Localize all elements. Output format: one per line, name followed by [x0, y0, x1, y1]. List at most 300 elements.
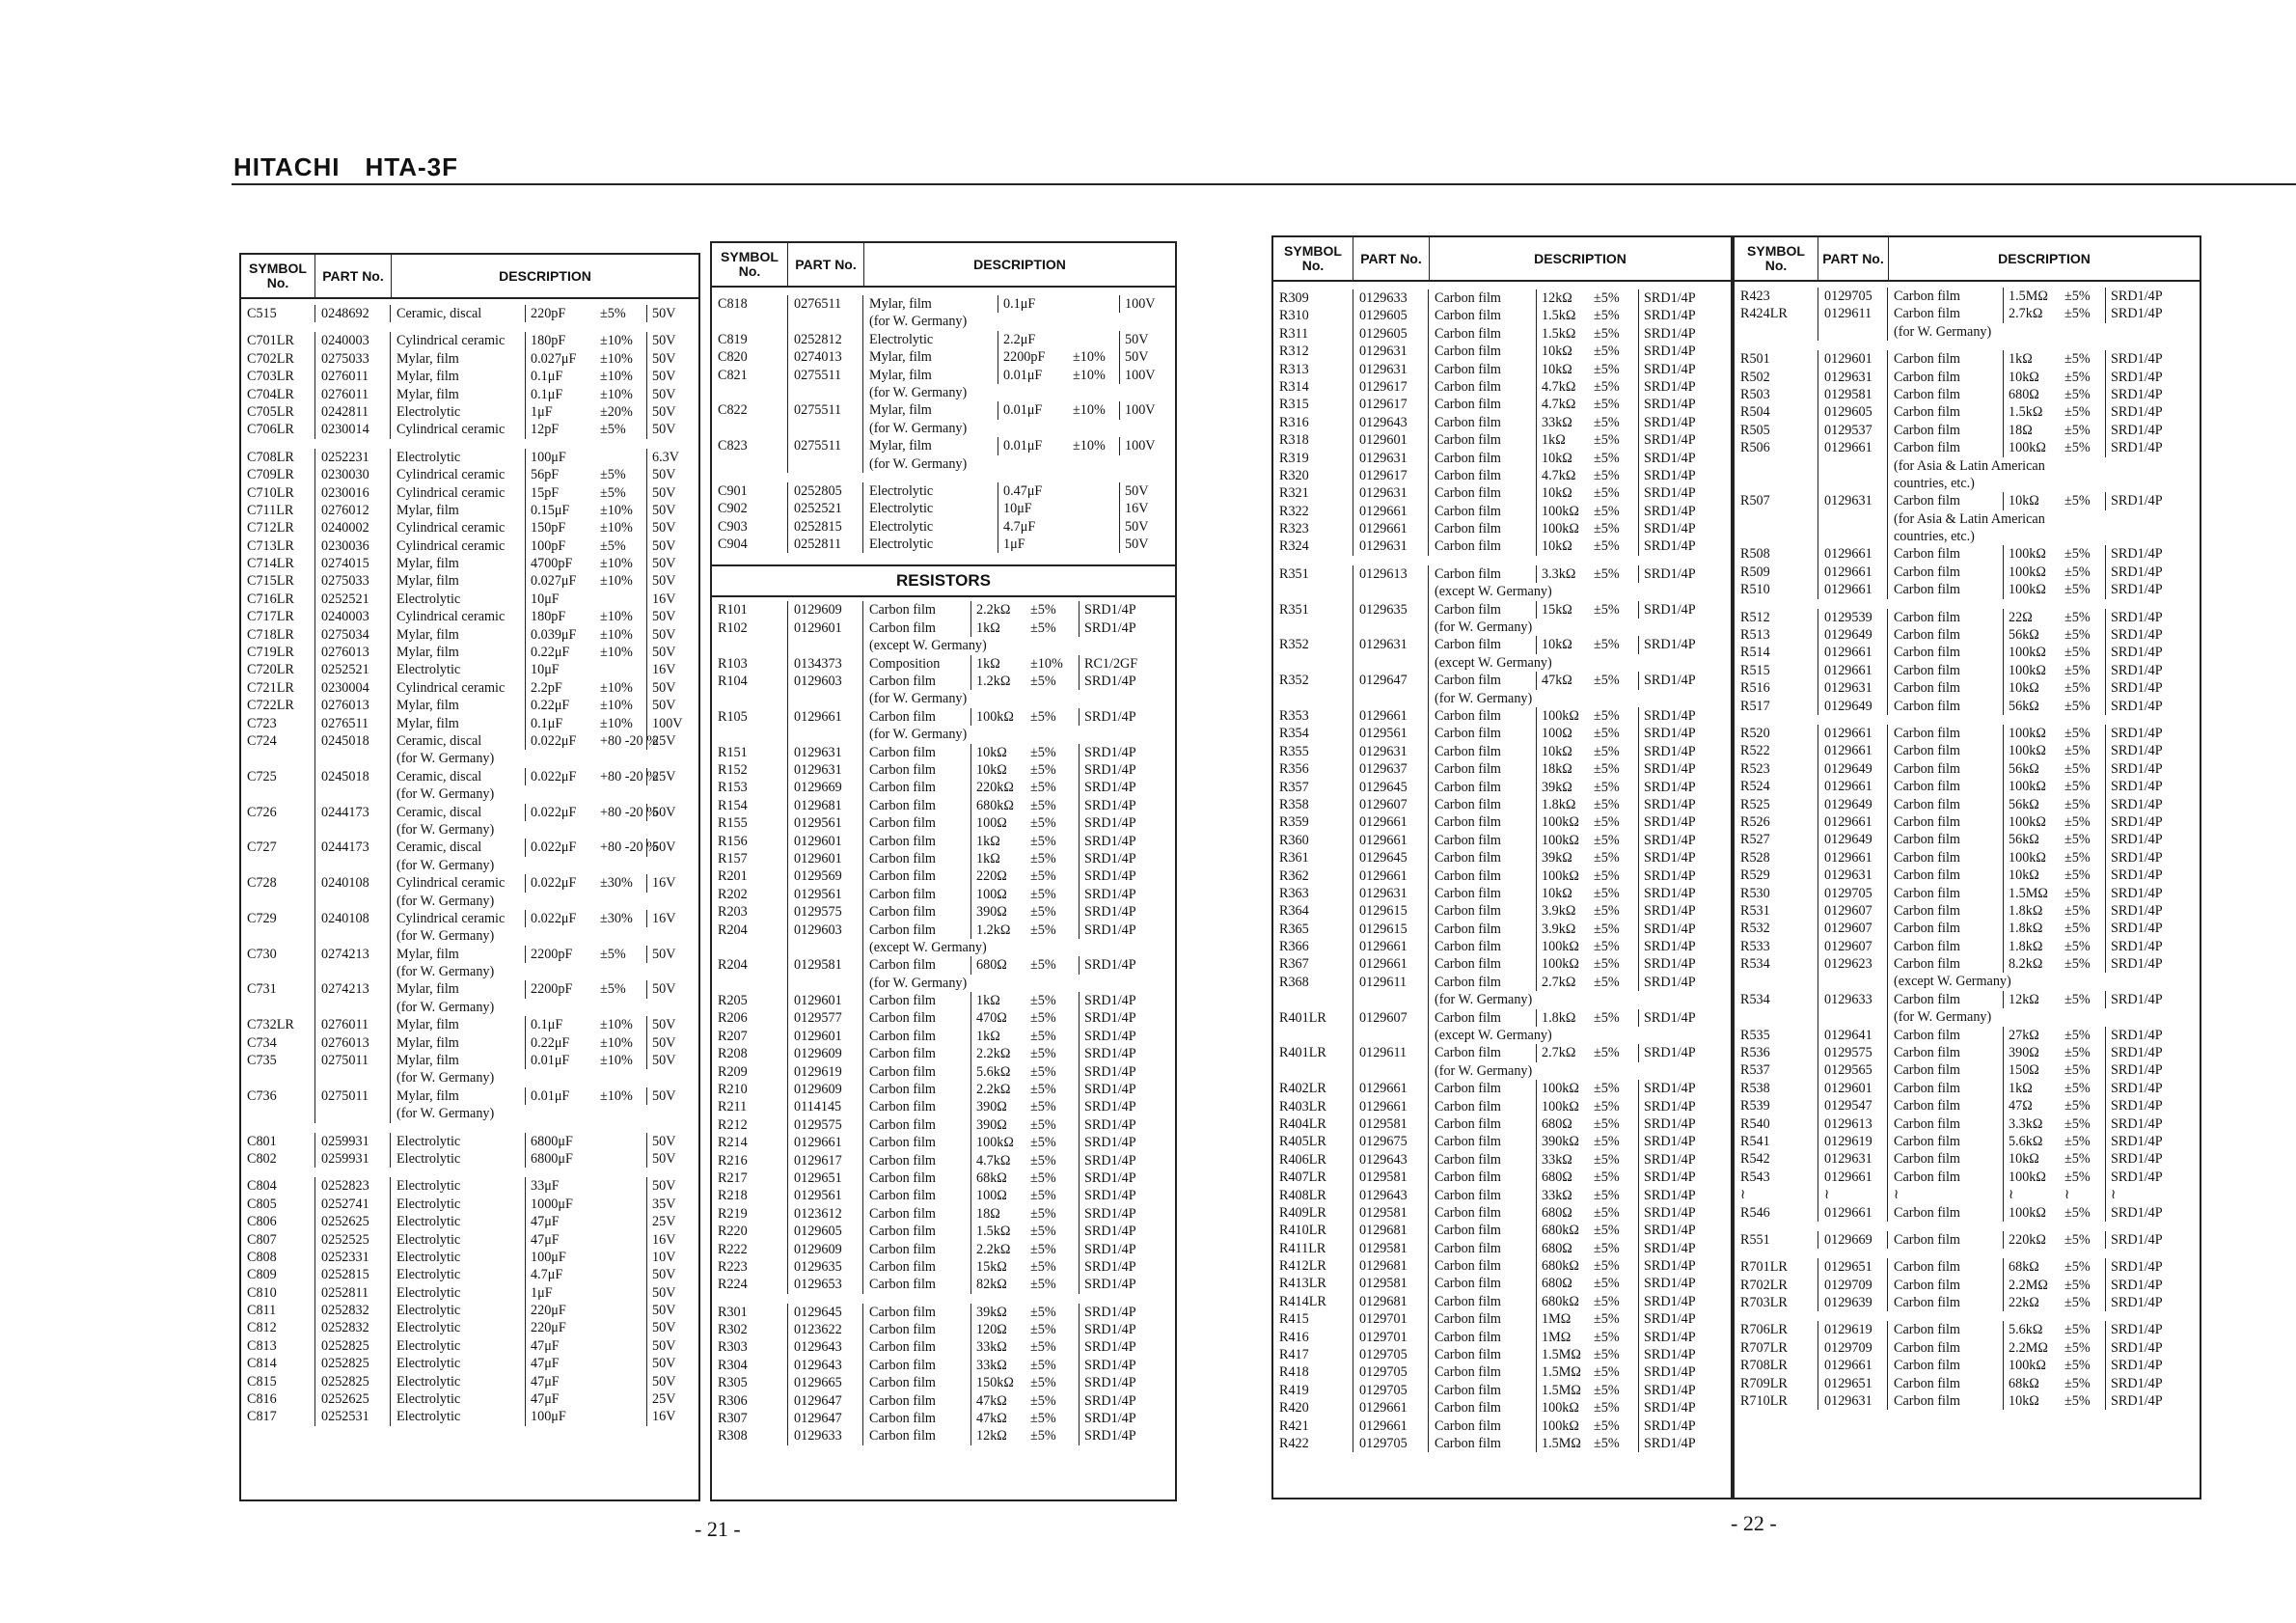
- description-cell: Carbon film: [1428, 343, 1536, 360]
- rating-cell: 50V: [646, 484, 695, 502]
- tolerance-cell: ±10%: [600, 626, 633, 643]
- rating-cell: SRD1/4P: [1079, 1357, 1171, 1374]
- rating-cell: SRD1/4P: [1079, 1081, 1171, 1098]
- description-cell: Carbon film: [1428, 1133, 1536, 1150]
- tolerance-cell: [596, 1319, 646, 1336]
- part-number-cell: 0252825: [314, 1355, 390, 1372]
- table-row: [241, 732, 698, 750]
- part-number-cell: 0275033: [314, 350, 390, 368]
- tolerance-cell: ±5%: [1030, 744, 1056, 760]
- rating-cell: 16V: [646, 591, 695, 608]
- tolerance-cell: ±5%: [1030, 1322, 1056, 1338]
- tolerance-cell: ±5%: [1594, 1311, 1620, 1328]
- description-cell: Carbon film: [1428, 636, 1536, 653]
- rating-cell: ≀: [2105, 1186, 2196, 1203]
- value-cell: 100kΩ: [1536, 1098, 1590, 1115]
- part-number-cell: 0252825: [314, 1373, 390, 1390]
- tolerance-cell: [596, 1150, 646, 1168]
- part-number-cell: 0129607: [1818, 938, 1887, 955]
- part-number-cell: 0129661: [1353, 1417, 1428, 1435]
- tolerance-cell: ±10%: [1073, 438, 1106, 454]
- symbol-cell: R315: [1279, 397, 1309, 413]
- value-cell: [525, 821, 596, 839]
- symbol-cell: R363: [1279, 885, 1309, 901]
- tolerance-cell: ±5%: [2064, 440, 2091, 456]
- symbol-cell: R207: [718, 1028, 748, 1044]
- value-cell: [970, 637, 1026, 654]
- tolerance-cell: [596, 857, 646, 874]
- rating-cell: SRD1/4P: [1079, 1374, 1171, 1391]
- part-number-cell: 0129661: [1818, 439, 1887, 456]
- rating-cell: SRD1/4P: [1079, 744, 1171, 761]
- part-number-cell: 0129619: [787, 1063, 862, 1081]
- value-cell: 680kΩ: [970, 797, 1026, 814]
- symbol-cell: R313: [1279, 361, 1309, 377]
- description-cell: Carbon film: [1887, 698, 2003, 715]
- table-row: [1735, 831, 2200, 848]
- header-rule: [232, 183, 2296, 185]
- rating-cell: SRD1/4P: [2105, 422, 2196, 439]
- tolerance-cell: ±5%: [1594, 503, 1620, 519]
- tolerance-cell: ±5%: [2064, 564, 2091, 580]
- part-number-cell: [1353, 619, 1428, 636]
- value-cell: 1kΩ: [970, 619, 1026, 637]
- description-cell: Carbon film: [862, 1134, 970, 1151]
- rating-cell: SRD1/4P: [2105, 1080, 2196, 1097]
- description-cell: Carbon film: [1428, 902, 1536, 920]
- symbol-cell: R101: [718, 602, 748, 619]
- rating-cell: SRD1/4P: [1638, 1169, 1727, 1186]
- symbol-cell: R304: [718, 1357, 748, 1373]
- symbol-cell: [241, 785, 314, 803]
- description-cell: Carbon film: [1887, 350, 2003, 368]
- symbol-cell: [1273, 654, 1353, 672]
- tolerance-cell: [1069, 536, 1119, 553]
- rating-cell: SRD1/4P: [2105, 581, 2196, 598]
- tolerance-cell: [596, 750, 646, 767]
- table-row: [1273, 1363, 1731, 1381]
- description-header: DESCRIPTION: [499, 267, 591, 284]
- value-cell: 10μF: [998, 500, 1069, 517]
- table-row: [1273, 921, 1731, 938]
- description-cell: Electrolytic: [390, 1355, 525, 1372]
- rating-cell: 50V: [646, 1177, 695, 1195]
- symbol-cell: C719LR: [247, 645, 294, 661]
- part-number-cell: 0129661: [1818, 849, 1887, 867]
- table-row: [712, 518, 1175, 536]
- part-number-cell: 0129643: [787, 1338, 862, 1356]
- row-spacer: [241, 1168, 698, 1177]
- symbol-cell: C808: [247, 1249, 277, 1265]
- part-number-cell: [1818, 475, 1887, 492]
- table-row: [1273, 343, 1731, 360]
- value-cell: 0.022μF: [525, 804, 596, 821]
- tolerance-cell: [2061, 510, 2105, 528]
- symbol-cell: [712, 726, 787, 743]
- tolerance-cell: ±5%: [1594, 1382, 1620, 1398]
- table-row: [241, 1087, 698, 1105]
- row-spacer: [1735, 1222, 2200, 1231]
- part-number-cell: 0252741: [314, 1196, 390, 1213]
- part-number-cell: 0252521: [314, 591, 390, 608]
- value-cell: 100kΩ: [2003, 545, 2061, 563]
- value-cell: 0.1μF: [525, 1016, 596, 1033]
- description-cell: Cylindrical ceramic: [390, 484, 525, 502]
- description-cell: Composition: [862, 655, 970, 673]
- value-cell: 1.5MΩ: [2003, 885, 2061, 902]
- part-number-cell: 0129645: [787, 1304, 862, 1321]
- symbol-cell: R402LR: [1279, 1081, 1326, 1097]
- part-number-cell: 0129681: [1353, 1222, 1428, 1239]
- rating-cell: 50V: [646, 519, 695, 536]
- rating-cell: SRD1/4P: [2105, 1044, 2196, 1061]
- symbol-cell: R222: [718, 1241, 748, 1257]
- row-spacer: [241, 322, 698, 332]
- part-number-cell: 0129661: [787, 708, 862, 726]
- value-cell: 180pF: [525, 608, 596, 625]
- description-cell: Carbon film: [862, 601, 970, 619]
- tolerance-cell: [596, 1284, 646, 1302]
- part-number-cell: 0129601: [787, 850, 862, 867]
- table-row: [712, 814, 1175, 832]
- resistor-body: [712, 601, 1175, 1444]
- table-header: [241, 255, 698, 299]
- symbol-cell: R421: [1279, 1417, 1309, 1434]
- table-row: [1273, 1435, 1731, 1452]
- part-number-cell: 0129609: [787, 1045, 862, 1062]
- tolerance-cell: ±5%: [2064, 1151, 2091, 1168]
- description-cell: Carbon film: [1887, 1231, 2003, 1249]
- symbol-cell: C805: [247, 1196, 277, 1212]
- tolerance-cell: ±5%: [1030, 1357, 1056, 1373]
- value-cell: 39kΩ: [1536, 779, 1590, 796]
- table-row: [241, 1319, 698, 1336]
- symbol-cell: R103: [718, 655, 748, 672]
- part-number-cell: 0275511: [787, 437, 862, 454]
- rating-cell: [1079, 939, 1171, 956]
- tolerance-cell: ±5%: [1594, 414, 1620, 430]
- value-cell: 10kΩ: [1536, 537, 1590, 555]
- tolerance-cell: ±5%: [1594, 344, 1620, 360]
- value-cell: 220μF: [525, 1302, 596, 1319]
- tolerance-cell: [1069, 518, 1119, 536]
- value-cell: 4700pF: [525, 555, 596, 572]
- description-cell: Carbon film: [1428, 1310, 1536, 1328]
- table-row: [1273, 1151, 1731, 1169]
- tolerance-cell: ±5%: [1594, 1204, 1620, 1221]
- description-cell: Carbon film: [1887, 796, 2003, 813]
- part-number-cell: 0274213: [314, 946, 390, 963]
- part-number-cell: 0129661: [1818, 1204, 1887, 1222]
- symbol-cell: R104: [718, 674, 748, 690]
- description-cell: Carbon film: [862, 1205, 970, 1223]
- symbol-cell: R528: [1740, 849, 1770, 866]
- value-cell: 47μF: [525, 1373, 596, 1390]
- value-cell: 6800μF: [525, 1133, 596, 1150]
- rating-cell: 50V: [646, 1034, 695, 1052]
- tolerance-cell: ±10%: [600, 1034, 633, 1051]
- rating-cell: SRD1/4P: [1079, 850, 1171, 867]
- tolerance-cell: ±5%: [1030, 708, 1056, 725]
- part-number-cell: 0129639: [1818, 1294, 1887, 1311]
- rating-cell: SRD1/4P: [1079, 1205, 1171, 1223]
- value-cell: 47μF: [525, 1390, 596, 1408]
- table-row: [712, 867, 1175, 885]
- value-cell: 220kΩ: [970, 779, 1026, 796]
- value-cell: 4.7μF: [998, 518, 1069, 536]
- part-number-cell: 0129601: [1353, 431, 1428, 449]
- description-cell: Mylar, film: [390, 946, 525, 963]
- description-cell: Carbon film: [1887, 813, 2003, 831]
- part-number-cell: 0276011: [314, 386, 390, 403]
- symbol-cell: [241, 1105, 314, 1122]
- value-cell: 680Ω: [1536, 1275, 1590, 1292]
- value-cell: 100kΩ: [1536, 867, 1590, 885]
- value-cell: 100kΩ: [2003, 1204, 2061, 1222]
- value-cell: 100kΩ: [2003, 813, 2061, 831]
- part-number-cell: 0276012: [314, 502, 390, 519]
- description-cell: Carbon film: [862, 779, 970, 796]
- part-number-cell: 0245018: [314, 768, 390, 785]
- part-number-cell: 0252825: [314, 1337, 390, 1355]
- tolerance-cell: ±30%: [600, 875, 633, 892]
- symbol-cell: R306: [718, 1392, 748, 1409]
- tolerance-cell: [596, 1231, 646, 1249]
- rating-cell: 50V: [646, 980, 695, 998]
- rating-cell: SRD1/4P: [1079, 922, 1171, 939]
- symbol-cell: [712, 313, 787, 330]
- rating-cell: [646, 821, 695, 839]
- symbol-cell: C730: [247, 946, 277, 962]
- value-cell: 0.22μF: [525, 644, 596, 661]
- rating-cell: [646, 963, 695, 980]
- tolerance-cell: ±5%: [1594, 707, 1620, 724]
- rating-cell: SRD1/4P: [1638, 307, 1727, 324]
- value-cell: 68kΩ: [2003, 1375, 2061, 1392]
- table-row: [1735, 305, 2200, 322]
- rating-cell: SRD1/4P: [1638, 1151, 1727, 1169]
- symbol-cell: R412LR: [1279, 1258, 1326, 1275]
- part-number-cell: 0129643: [787, 1357, 862, 1374]
- table-row: [241, 697, 698, 714]
- part-number-cell: [1353, 654, 1428, 672]
- part-number-cell: 0240108: [314, 910, 390, 927]
- tolerance-cell: ±10%: [600, 520, 633, 536]
- description-cell: (for W. Germany): [390, 963, 525, 980]
- rating-cell: SRD1/4P: [1079, 1098, 1171, 1115]
- table-row: [1273, 1009, 1731, 1027]
- rating-cell: SRD1/4P: [1638, 289, 1727, 307]
- value-cell: 12kΩ: [1536, 289, 1590, 307]
- description-cell: Carbon film: [1428, 503, 1536, 520]
- table-row: [1735, 1392, 2200, 1410]
- value-cell: 10kΩ: [1536, 743, 1590, 760]
- table-row: [1273, 289, 1731, 307]
- tolerance-cell: ±5%: [1594, 1240, 1620, 1256]
- value-cell: 1.5kΩ: [1536, 307, 1590, 324]
- tolerance-cell: ±10%: [600, 645, 633, 661]
- symbol-cell: R153: [718, 780, 748, 796]
- value-cell: 47kΩ: [1536, 672, 1590, 689]
- value-cell: 56kΩ: [2003, 626, 2061, 644]
- tolerance-cell: [596, 1408, 646, 1425]
- table-row: [241, 1408, 698, 1425]
- rating-cell: SRD1/4P: [2105, 796, 2196, 813]
- symbol-cell: R303: [718, 1339, 748, 1356]
- symbol-cell: C727: [247, 839, 277, 856]
- description-cell: Carbon film: [862, 708, 970, 726]
- tolerance-cell: [2061, 475, 2105, 492]
- description-cell: (except W. Germany): [862, 637, 970, 654]
- symbol-cell: C810: [247, 1284, 277, 1301]
- table-row: [1273, 743, 1731, 760]
- part-number-cell: 0129605: [1818, 403, 1887, 421]
- symbol-cell: C714LR: [247, 556, 294, 572]
- rating-cell: SRD1/4P: [2105, 564, 2196, 581]
- value-cell: [525, 1069, 596, 1087]
- tolerance-cell: [596, 1196, 646, 1213]
- symbol-cell: R219: [718, 1205, 748, 1222]
- value-cell: 100kΩ: [2003, 1169, 2061, 1186]
- part-number-cell: 0129661: [1818, 662, 1887, 679]
- description-cell: Carbon film: [862, 833, 970, 850]
- value-cell: 0.027μF: [525, 572, 596, 590]
- rating-cell: 50V: [646, 697, 695, 714]
- table-row: [712, 536, 1175, 553]
- table-row: [1273, 885, 1731, 902]
- value-cell: 10kΩ: [2003, 679, 2061, 697]
- tolerance-cell: ±5%: [1594, 1151, 1620, 1168]
- symbol-cell: C806: [247, 1214, 277, 1230]
- rating-cell: SRD1/4P: [1638, 636, 1727, 653]
- part-number-cell: 0275511: [787, 367, 862, 384]
- value-cell: [525, 999, 596, 1016]
- note-row: [1273, 654, 1731, 672]
- symbol-cell: C708LR: [247, 449, 294, 465]
- symbol-cell: R156: [718, 833, 748, 849]
- rating-cell: 50V: [646, 679, 695, 697]
- value-cell: 10kΩ: [2003, 1150, 2061, 1168]
- rating-cell: SRD1/4P: [2105, 350, 2196, 368]
- value-cell: 1.5MΩ: [2003, 288, 2061, 305]
- symbol-cell: R210: [718, 1082, 748, 1098]
- rating-cell: SRD1/4P: [1079, 761, 1171, 779]
- tolerance-cell: ±5%: [1030, 815, 1056, 832]
- value-cell: 15kΩ: [970, 1258, 1026, 1276]
- tolerance-cell: ±5%: [1030, 1152, 1056, 1169]
- symbol-cell: R201: [718, 868, 748, 885]
- parts-table-col2: [710, 241, 1177, 1501]
- table-row: [1273, 520, 1731, 537]
- description-cell: (for Asia & Latin American: [1887, 510, 2003, 528]
- value-cell: 5.6kΩ: [2003, 1133, 2061, 1150]
- value-cell: [525, 857, 596, 874]
- description-cell: Mylar, film: [390, 1034, 525, 1052]
- table-row: [712, 500, 1175, 517]
- tolerance-cell: ±5%: [2064, 1358, 2091, 1374]
- tolerance-cell: ±5%: [2064, 306, 2091, 322]
- symbol-cell: R367: [1279, 956, 1309, 973]
- tolerance-cell: ±5%: [1594, 325, 1620, 342]
- table-row: [1273, 503, 1731, 520]
- part-number-cell: 0129661: [1353, 1399, 1428, 1417]
- parts-table-col4: [1733, 235, 2201, 1499]
- symbol-cell: R409LR: [1279, 1204, 1326, 1221]
- description-cell: Electrolytic: [390, 1408, 525, 1425]
- tolerance-cell: [1590, 654, 1638, 672]
- part-number-cell: 0129631: [1353, 885, 1428, 902]
- value-cell: 2.2μF: [998, 331, 1069, 348]
- table-row: [712, 348, 1175, 366]
- symbol-cell: R318: [1279, 432, 1309, 449]
- value-cell: 150Ω: [2003, 1061, 2061, 1079]
- description-cell: Carbon film: [862, 1304, 970, 1321]
- description-cell: Carbon film: [1887, 778, 2003, 795]
- rating-cell: SRD1/4P: [2105, 1115, 2196, 1133]
- symbol-cell: R352: [1279, 673, 1309, 689]
- part-number-cell: [1353, 1027, 1428, 1044]
- table-row: [241, 874, 698, 892]
- table-row: [241, 1266, 698, 1283]
- table-row: [1735, 679, 2200, 697]
- part-number-cell: 0129601: [787, 992, 862, 1009]
- part-number-cell: 0259931: [314, 1150, 390, 1168]
- description-cell: Carbon film: [1887, 1080, 2003, 1097]
- part-number-cell: [314, 857, 390, 874]
- tolerance-cell: ±10%: [600, 573, 633, 590]
- value-cell: 100μF: [525, 1408, 596, 1425]
- part-number-cell: 0129561: [787, 814, 862, 832]
- table-row: [1273, 636, 1731, 653]
- rating-cell: SRD1/4P: [1079, 601, 1171, 619]
- value-cell: 390kΩ: [1536, 1133, 1590, 1150]
- rating-cell: SRD1/4P: [1638, 1240, 1727, 1257]
- part-number-cell: 0129661: [1353, 1080, 1428, 1097]
- tolerance-cell: ±5%: [2064, 1062, 2091, 1079]
- value-cell: [998, 313, 1069, 330]
- document-header: [233, 152, 458, 182]
- description-cell: Carbon film: [1887, 849, 2003, 867]
- symbol-cell: R537: [1740, 1062, 1770, 1079]
- description-cell: Carbon film: [1428, 796, 1536, 813]
- symbol-cell: C822: [718, 402, 748, 419]
- rating-cell: 50V: [646, 946, 695, 963]
- part-number-cell: 0129539: [1818, 609, 1887, 626]
- table-row: [1273, 1133, 1731, 1150]
- tolerance-cell: ±5%: [1594, 779, 1620, 795]
- rating-cell: 100V: [1119, 401, 1171, 419]
- value-cell: 390Ω: [970, 1116, 1026, 1134]
- tolerance-cell: ±5%: [2064, 289, 2091, 304]
- table-row: [712, 1223, 1175, 1240]
- description-cell: (for W. Germany): [390, 927, 525, 945]
- part-number-cell: 0129661: [1818, 644, 1887, 661]
- description-cell: Carbon film: [862, 619, 970, 637]
- rating-cell: SRD1/4P: [2105, 288, 2196, 305]
- part-number-cell: 0276511: [787, 295, 862, 313]
- tolerance-cell: ±5%: [1594, 1098, 1620, 1114]
- table-row: [712, 367, 1175, 384]
- rating-cell: SRD1/4P: [2105, 492, 2196, 509]
- value-cell: 180pF: [525, 332, 596, 349]
- tolerance-cell: ±5%: [1594, 1347, 1620, 1363]
- description-cell: Electrolytic: [390, 1302, 525, 1319]
- table-row: [1273, 849, 1731, 867]
- rating-cell: SRD1/4P: [2105, 662, 2196, 679]
- tolerance-cell: ±5%: [2064, 832, 2091, 848]
- description-cell: Carbon film: [1887, 1392, 2003, 1410]
- part-header: PART No.: [788, 243, 864, 286]
